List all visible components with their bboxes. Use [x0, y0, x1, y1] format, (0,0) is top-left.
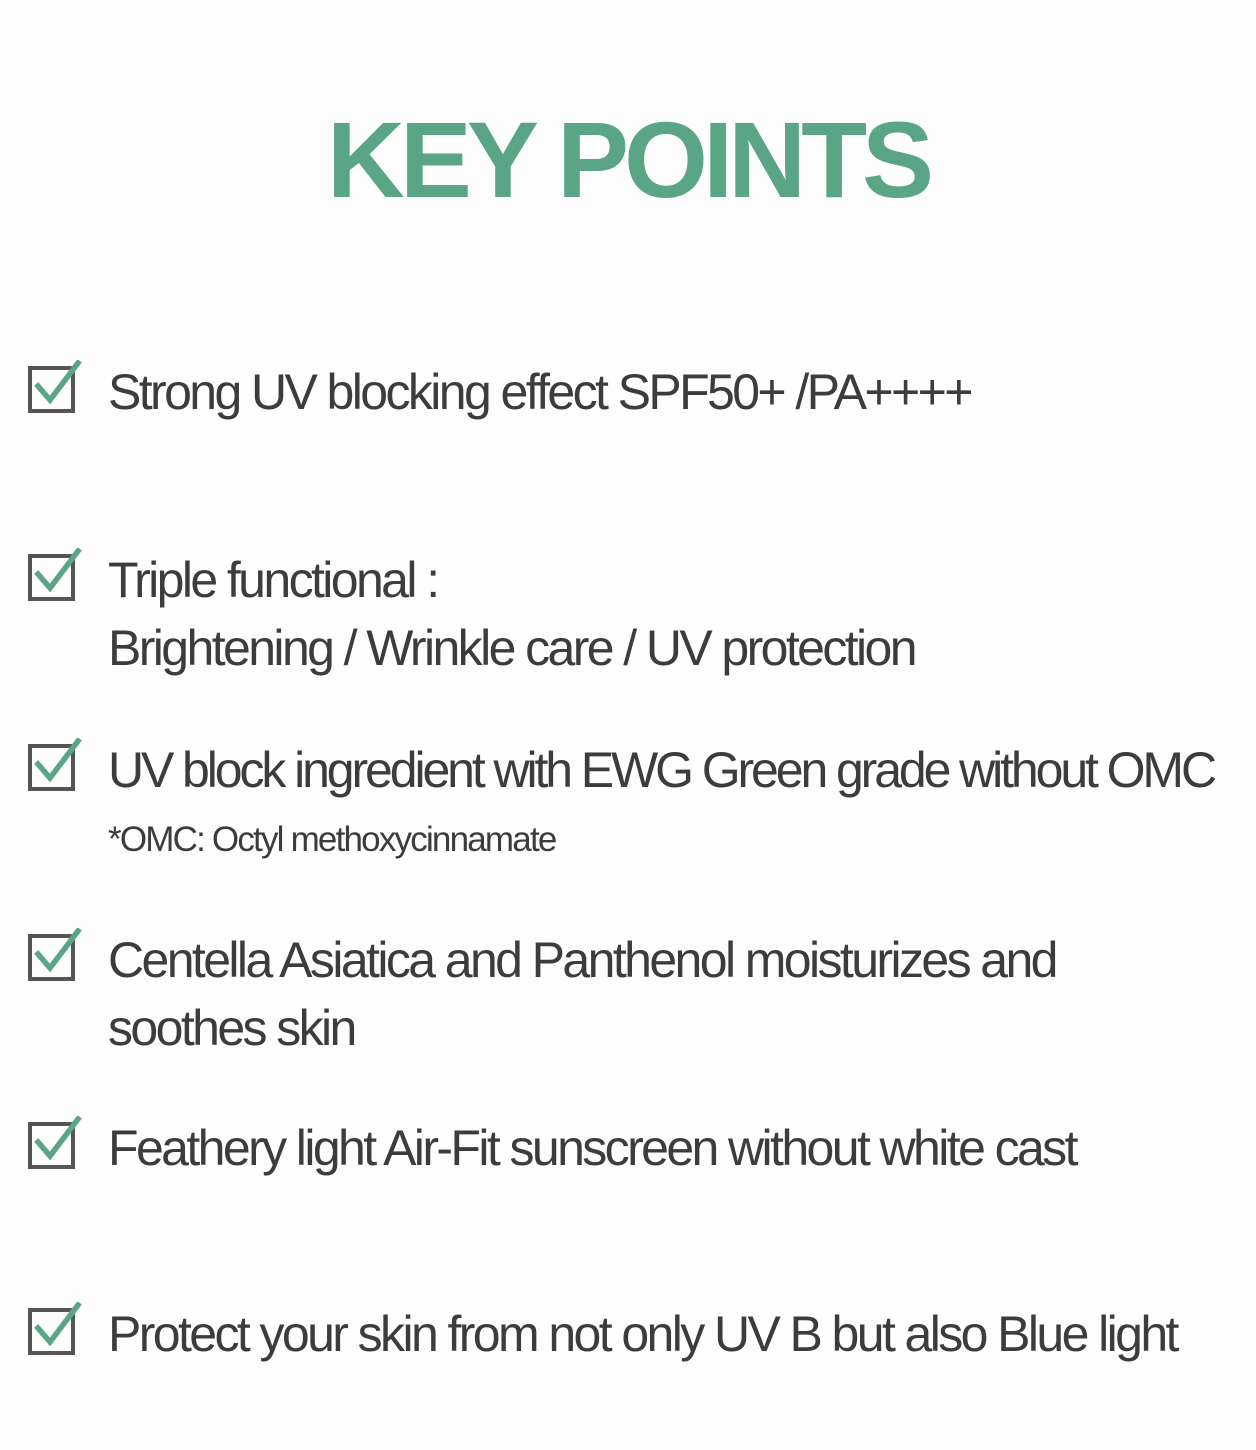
key-point-text: Feathery light Air-Fit sunscreen without white cast [108, 1120, 1076, 1176]
key-point-text-continued: soothes skin [108, 1000, 355, 1056]
key-point-text: Centella Asiatica and Panthenol moisturizes and [108, 932, 1056, 988]
key-point-text: Protect your skin from not only UV B but also Blue light [108, 1306, 1177, 1362]
checked-box-icon [28, 928, 82, 982]
key-point-text: Strong UV blocking effect SPF50+ /PA++++ [108, 364, 971, 420]
key-point-text: Triple functional : [108, 552, 438, 608]
checked-box-icon [28, 548, 82, 602]
key-point-footnote: *OMC: Octyl methoxycinnamate [108, 820, 556, 859]
page-title: KEY POINTS [326, 99, 930, 220]
key-point-text: UV block ingredient with EWG Green grade without OMC [108, 742, 1214, 798]
checked-box-icon [28, 738, 82, 792]
checked-box-icon [28, 1302, 82, 1356]
key-point-text-continued: Brightening / Wrinkle care / UV protection [108, 620, 915, 676]
checked-box-icon [28, 1116, 82, 1170]
checked-box-icon [28, 360, 82, 414]
